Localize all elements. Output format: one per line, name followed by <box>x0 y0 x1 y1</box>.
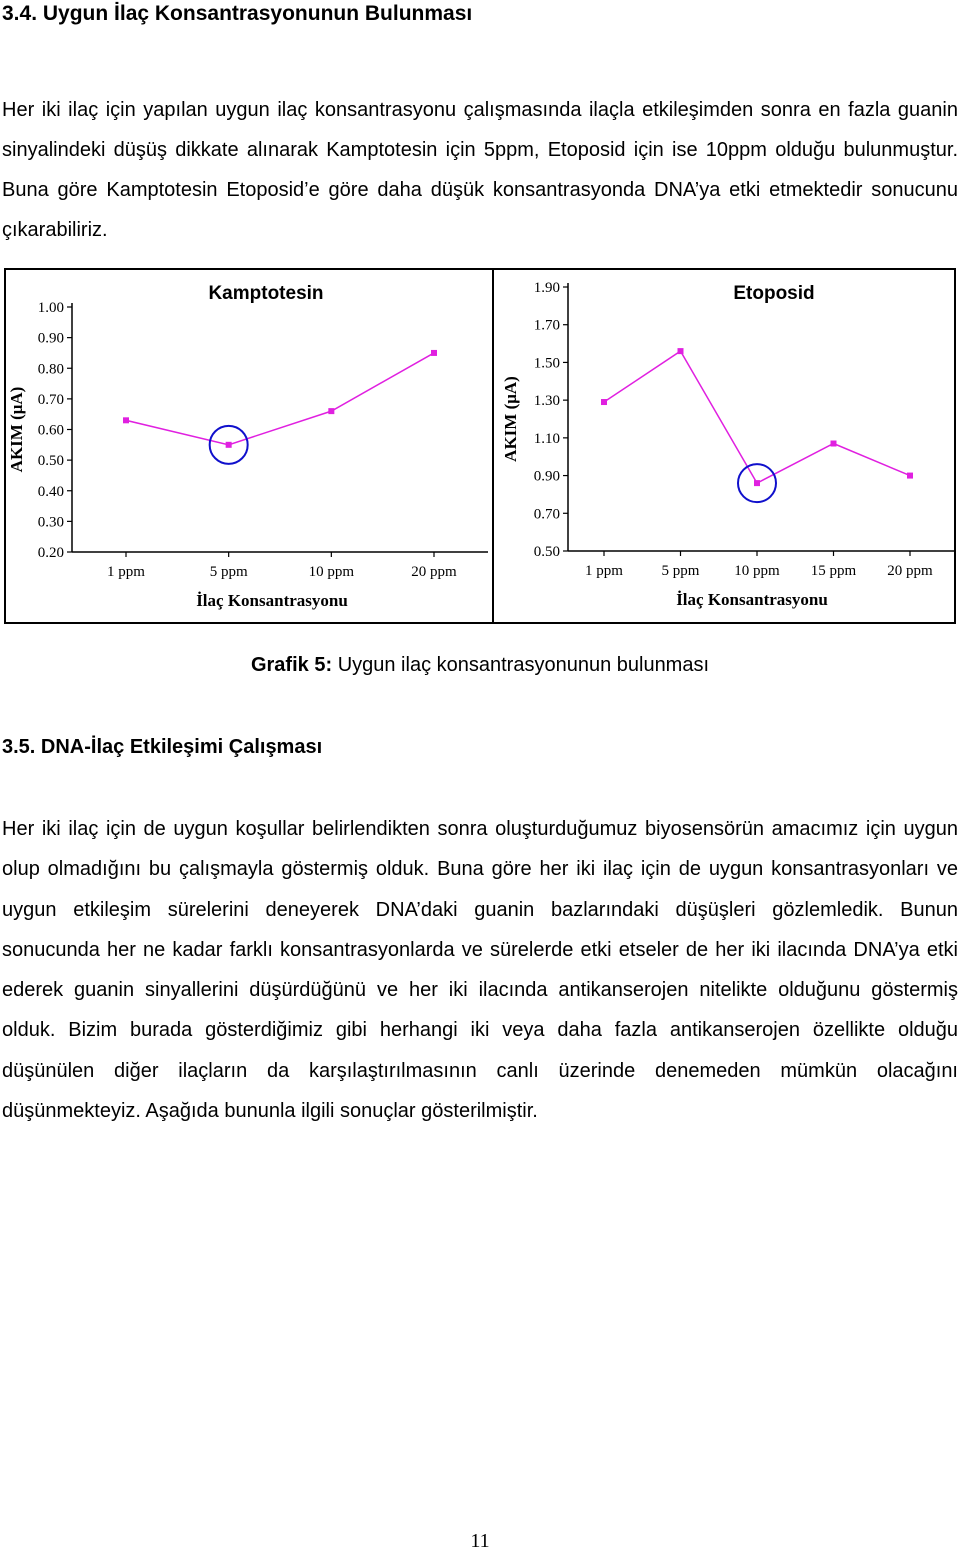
y-tick-label: 0.70 <box>37 391 64 408</box>
x-tick-label: 15 ppm <box>810 563 857 579</box>
data-point <box>431 350 437 356</box>
y-tick-label: 0.30 <box>37 514 64 531</box>
chart-kamptotesin-panel <box>4 270 488 622</box>
figure-caption <box>0 654 960 677</box>
data-point <box>601 399 607 405</box>
data-point <box>754 480 760 486</box>
x-tick-label: 5 ppm <box>209 564 248 580</box>
y-tick-label: 0.50 <box>37 453 64 470</box>
x-tick-label: 10 ppm <box>734 563 780 579</box>
y-tick-label: 0.50 <box>533 544 560 560</box>
chart-title: Kamptotesin <box>208 283 324 304</box>
data-point <box>831 441 837 447</box>
page-number: 11 <box>470 1530 490 1552</box>
y-axis-label: AKIM (μA) <box>501 376 520 462</box>
figure-caption-text: Uygun ilaç konsantrasyonunun bulunması <box>337 654 710 676</box>
x-axis-label: İlaç Konsantrasyonu <box>676 590 828 609</box>
section-heading: 3.5. DNA-İlaç Etkileşimi Çalışması <box>2 736 323 758</box>
y-tick-label: 0.90 <box>37 330 64 347</box>
section-heading: 3.4. Uygun İlaç Konsantrasyonunun Bulunması <box>2 2 473 25</box>
y-tick-label: 1.70 <box>533 317 560 334</box>
data-point <box>678 348 684 354</box>
y-tick-label: 0.20 <box>37 545 64 561</box>
chart-etoposid-panel <box>492 270 956 622</box>
y-tick-label: 0.60 <box>37 422 64 439</box>
x-tick-label: 10 ppm <box>308 564 355 580</box>
x-tick-label: 1 ppm <box>107 564 145 580</box>
body-paragraph-1: Her iki ilaç için yapılan uygun ilaç konsantrasyonu çalışmasında ilaçla etkileşimden sonra en fazla guanin sinyalindeki düşüş dikkate alınarak Kamptotesin için 5ppm, Etoposid için ise 10ppm olduğu bulunmuştur. Buna göre Kamptotesin Etoposid’e göre daha düşük konsantrasyonda DNA’ya etki etmektedir sonucunu çıkarabiliriz. <box>2 99 958 241</box>
series-line <box>126 353 434 445</box>
body-paragraph-2: Her iki ilaç için de uygun koşullar belirlendikten sonra oluşturduğumuz biyosensörün amacımız için uygun olup olmadığını bu çalışmayla göstermiş olduk. Buna göre her iki ilaç için de uygun konsantrasyonları ve uygun etkileşim sürelerini deneyerek DNA’daki guanin bazlarındaki düşüşleri gözlemledik. Bunun sonucunda her ne kadar farklı konsantrasyonlarda ve sürelerde etki etseler de her iki ilacında DNA’ya etki ederek guanin sinyallerini düşürdüğünü ve her iki ilacında antikanserojen nitelikte olduğunu göstermiş olduk. Bizim burada gösterdiğimiz gibi herhangi iki veya daha fazla antikanserojen özellikte olduğu düşünülen diğer ilaçların da karşılaştırılmasının canlı üzerinde denemeden mümkün olacağını düşünmekteyiz. Aşağıda bununla ilgili sonuçlar gösterilmiştir. <box>2 818 958 1123</box>
chart-kamptotesin <box>4 270 488 622</box>
chart-title: Etoposid <box>733 283 815 304</box>
y-tick-label: 0.40 <box>37 483 64 500</box>
y-tick-label: 1.00 <box>37 300 64 316</box>
x-tick-label: 5 ppm <box>661 563 700 579</box>
data-point <box>907 473 913 479</box>
data-point <box>328 408 334 414</box>
data-point <box>226 442 232 448</box>
x-axis-label: İlaç Konsantrasyonu <box>196 591 348 610</box>
y-tick-label: 0.90 <box>533 468 560 485</box>
y-axis-label: AKIM (μA) <box>7 386 26 473</box>
figure-caption-label: Grafik 5: <box>250 654 333 676</box>
y-tick-label: 0.80 <box>37 361 64 378</box>
x-tick-label: 20 ppm <box>411 564 457 580</box>
data-point <box>123 417 129 423</box>
y-tick-label: 1.10 <box>533 430 560 447</box>
x-tick-label: 1 ppm <box>585 563 623 579</box>
y-tick-label: 1.90 <box>533 280 560 296</box>
x-tick-label: 20 ppm <box>887 563 933 579</box>
y-tick-label: 0.70 <box>533 506 560 523</box>
y-tick-label: 1.50 <box>533 355 560 372</box>
y-tick-label: 1.30 <box>533 393 560 410</box>
chart-etoposid <box>494 270 956 622</box>
